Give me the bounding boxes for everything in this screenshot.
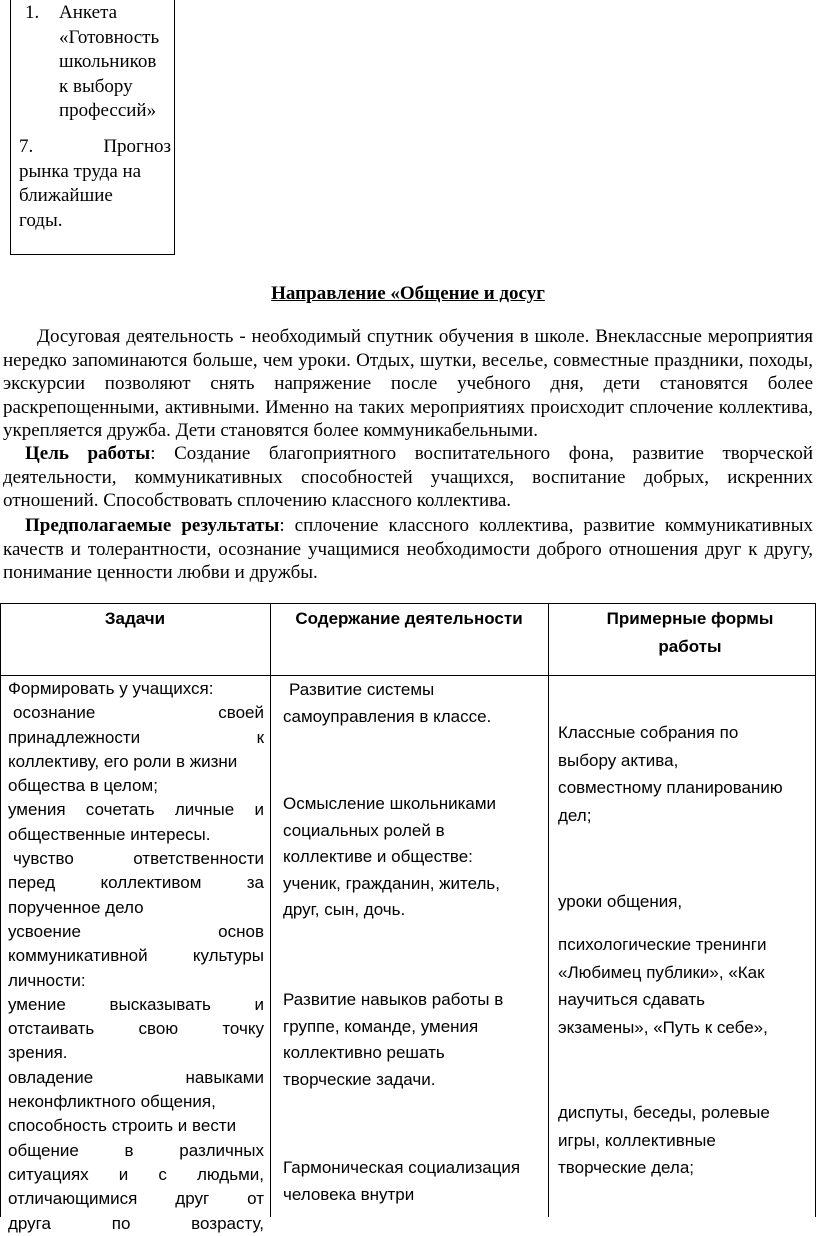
table-column-divider — [548, 603, 549, 1217]
list-item-7-line: ближайшие — [19, 185, 113, 206]
list-number: 7. — [19, 136, 34, 157]
word: в — [124, 1140, 134, 1160]
content-block-2 — [283, 791, 543, 924]
table-header-divider — [0, 675, 816, 676]
table-header-forms: Примерные формы работы — [606, 609, 774, 656]
content-block-1 — [283, 677, 543, 730]
list-item-1-line: «Готовность — [59, 26, 160, 48]
word: отличающимися — [8, 1189, 138, 1209]
text-line: выбору актива, — [558, 750, 679, 770]
text-line: неконфликтного общения, — [8, 1092, 216, 1112]
text-line: социальных ролей в — [283, 820, 445, 840]
text-line: зрения. — [8, 1043, 68, 1063]
word: людьми, — [197, 1164, 264, 1184]
word: перед — [8, 873, 56, 893]
word: отстаивать — [8, 1019, 95, 1039]
list-item-7-line: рынка труда на — [19, 160, 142, 182]
word: свою — [138, 1019, 179, 1039]
word: высказывать — [109, 994, 211, 1014]
list-number: 1. — [25, 2, 40, 23]
text-line — [8, 847, 264, 871]
text-line: человека внутри — [283, 1184, 415, 1204]
text-line: уроки общения, — [558, 892, 683, 911]
text-line: коллективно решать — [283, 1043, 445, 1062]
text-line — [8, 1212, 264, 1236]
word: умение — [8, 994, 66, 1014]
word: коммуникативной — [8, 946, 148, 966]
list-item-7-line: годы. — [19, 209, 63, 231]
activity-table — [0, 603, 816, 1233]
text-line: игры, коллективные — [558, 1130, 716, 1150]
word: и — [254, 800, 264, 820]
word: осознание — [13, 703, 96, 723]
word: за — [246, 873, 264, 893]
text-line — [8, 798, 264, 822]
word: коллективом — [100, 873, 202, 893]
text-line — [8, 1066, 264, 1090]
word: по — [111, 1213, 131, 1233]
word: и — [118, 1164, 129, 1184]
section-heading: Направление «Общение и досуг — [271, 283, 545, 304]
word: своей — [218, 703, 264, 723]
text-line: общественные интересы. — [8, 824, 211, 844]
content-block-4 — [283, 1155, 543, 1208]
word: усвоение — [8, 921, 81, 941]
word: различных — [179, 1140, 264, 1160]
text-line: общества в целом; — [8, 776, 158, 796]
list-item-1-line: школьников — [59, 51, 157, 72]
word: и — [254, 994, 264, 1014]
word: друг — [175, 1189, 210, 1209]
text-line — [8, 1139, 264, 1163]
text-line — [8, 1017, 264, 1041]
text-line: дел; — [558, 805, 592, 825]
text-line: Осмысление школьниками — [283, 794, 497, 813]
top-left-box — [10, 0, 175, 255]
text-line — [8, 944, 264, 968]
word: к — [256, 727, 264, 747]
content-block-3 — [283, 987, 543, 1093]
text-line: творческие дела; — [558, 1158, 694, 1177]
word: друга — [8, 1213, 51, 1233]
text-line: личности: — [8, 970, 86, 990]
word: навыками — [185, 1067, 264, 1087]
table-header-tasks: Задачи — [104, 609, 166, 628]
text-line: Развитие навыков работы в — [283, 990, 504, 1009]
table-header-content: Содержание деятельности — [295, 609, 523, 628]
list-item-1-line: профессий» — [59, 100, 157, 121]
table-border-top — [0, 603, 816, 604]
word: чувство — [13, 849, 74, 869]
list-item-1-line: Анкета — [59, 2, 118, 23]
word: от — [247, 1189, 264, 1209]
forms-block-1 — [558, 719, 812, 829]
word: возрасту, — [191, 1213, 264, 1233]
text-line: психологические тренинги — [558, 935, 767, 954]
text-line — [8, 871, 264, 895]
text-line: Гармоническая социализация — [283, 1158, 521, 1177]
text-line: экзамены», «Путь к себе», — [558, 1017, 768, 1037]
word: умения — [8, 800, 66, 820]
text-line: Формировать у учащихся: — [8, 679, 214, 698]
word: овладение — [8, 1067, 94, 1087]
list-item-7-word: Прогноз — [103, 136, 171, 157]
word: основ — [218, 921, 264, 941]
table-border-left — [0, 603, 1, 1217]
forms-block-4 — [558, 1099, 812, 1182]
goal-label: Цель работы — [25, 443, 151, 464]
text-line: самоуправления в классе. — [283, 706, 492, 726]
results-text: : сплочение классного коллектива, развитие коммуникативных качеств и толерантности, осознание учащимися необходимости доброго отношения друг к другу, понимание ценности любви и дружбы. — [3, 515, 813, 583]
text-line: друг, сын, дочь. — [283, 900, 406, 919]
list-item-7 — [19, 135, 171, 233]
word: ответственности — [133, 849, 264, 869]
text-line: творческие задачи. — [283, 1069, 436, 1089]
text-line: научиться сдавать — [558, 990, 706, 1009]
text-line — [8, 1163, 264, 1187]
text-line: способность строить и вести — [8, 1116, 237, 1136]
text-line: ученик, гражданин, житель, — [283, 873, 501, 893]
results-label: Предполагаемые результаты — [25, 515, 280, 536]
forms-block-3 — [558, 931, 812, 1041]
text-line: Классные собрания по — [558, 723, 739, 742]
text-line: группе, команде, умения — [283, 1016, 479, 1036]
text-line: Развитие системы — [289, 680, 435, 699]
text-line — [8, 920, 264, 944]
text-line — [8, 993, 264, 1017]
word: с — [158, 1164, 167, 1184]
text-line: «Любимец публики», «Как — [558, 962, 765, 982]
word: сочетать — [85, 800, 155, 820]
word: общение — [8, 1140, 79, 1160]
results-paragraph — [3, 514, 813, 585]
word: культуры — [192, 946, 264, 966]
forms-block-2 — [558, 888, 812, 916]
word: личные — [174, 800, 235, 820]
text-line: порученное дело — [8, 897, 144, 917]
table-column-divider — [270, 603, 271, 1217]
word: принадлежности — [8, 727, 141, 747]
text-line — [8, 726, 264, 750]
word: ситуациях — [8, 1164, 89, 1184]
table-cell-tasks — [8, 677, 264, 1236]
text-line: коллективе и обществе: — [283, 847, 473, 866]
intro-paragraph: Досуговая деятельность - необходимый спутник обучения в школе. Внеклассные мероприятия нередко запоминаются больше, чем уроки. Отдых, шутки, веселье, совместные праздники, походы, экскурсии позволяют снять напряжение после учебного дня, дети становятся более раскрепощенными, активными. Именно на таких мероприятиях происходит сплочение коллектива, укрепляется дружба. Дети становятся более коммуникабельными. — [3, 326, 813, 441]
goal-text: : Создание благоприятного воспитательного фона, развитие творческой деятельности, коммуникативных способностей учащихся, воспитание добрых, искренних отношений. Способствовать сплочению классного коллектива. — [3, 443, 814, 511]
goal-paragraph — [3, 442, 813, 513]
word: точку — [222, 1019, 264, 1039]
text-line — [8, 701, 264, 725]
text-line: диспуты, беседы, ролевые — [558, 1103, 770, 1122]
list-item-1-line: к выбору — [59, 75, 133, 97]
text-line — [8, 1187, 264, 1211]
text-line: коллективу, его роли в жизни — [8, 751, 238, 771]
text-line: совместному планированию — [558, 778, 783, 797]
